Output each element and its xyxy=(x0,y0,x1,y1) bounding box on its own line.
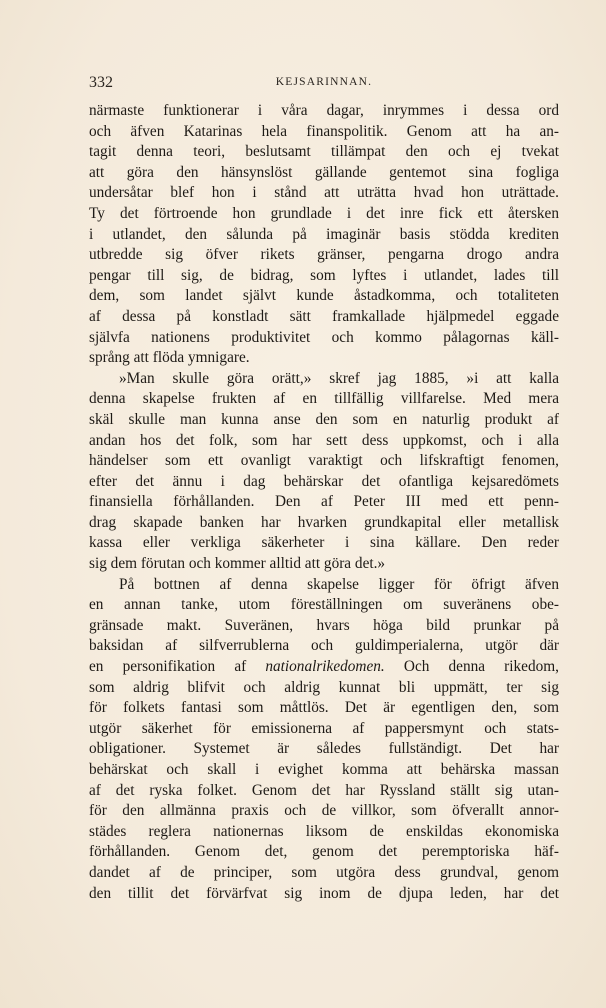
text-line: språng att flöda ymnigare. xyxy=(89,349,250,367)
text-line: utgör säkerhet för emissionerna af pappersmynt och stats- xyxy=(89,719,559,737)
text-line: baksidan af silfverrublerna och guldimperialerna, utgör där xyxy=(89,637,559,655)
text-line: denna skapelse frukten af en tillfällig villfarelse. Med mera xyxy=(89,390,559,408)
text-fragment: Och denna rikedom, xyxy=(403,658,559,676)
text-line: självfa nationens produktivitet och kommo pålagornas käll- xyxy=(89,328,559,346)
text-line: utbredde sig öfver rikets gränser, pengarna drogo andra xyxy=(89,246,559,264)
text-line: den tillit det förvärfvat sig inom de djupa leden, har det xyxy=(89,884,559,902)
text-line: undersåtar blef hon i stånd att uträtta hvad hon uträttade. xyxy=(89,184,559,202)
text-line: skäl skulle man kunna anse den som en naturlig produkt af xyxy=(89,410,559,428)
text-line: behärskat och skall i evighet komma att behärska massan xyxy=(89,761,559,778)
text-line: förhållanden. Genom det, genom det peremptoriska häf- xyxy=(89,843,559,861)
text-line: som aldrig blifvit och aldrig kunnat bli uppmätt, ter sig xyxy=(89,678,559,696)
text-line: kassa eller verkliga säkerheter i sina källare. Den reder xyxy=(89,534,559,552)
text-line: närmaste funktionerar i våra dagar, inrymmes i dessa ord xyxy=(89,102,559,119)
text-line: Ty det förtroende hon grundlade i det inre fick ett återsken xyxy=(89,204,559,222)
text-line: efter det ännu i dag behärskar det ofantliga kejsaredömets xyxy=(89,472,559,490)
text-line: händelser som ett ovanligt varaktigt och lifskraftigt fenomen, xyxy=(89,452,559,470)
text-line: och äfven Katarinas hela finanspolitik. Genom att ha an- xyxy=(89,122,559,140)
text-line: af det ryska folket. Genom det har Ryssland ställt sig utan- xyxy=(89,781,559,799)
text-line: gränsade makt. Suveränen, hvars höga bild prunkar på xyxy=(89,616,559,634)
text-line: dem, som landet självt kunde åstadkomma, och totaliteten xyxy=(89,287,559,305)
text-line: andan hos det folk, som har sett dess uppkomst, och i alla xyxy=(89,431,559,449)
text-line: På bottnen af denna skapelse ligger för öfrigt äfven xyxy=(119,575,559,593)
text-line: af dessa på konstladt sätt framkallade hjälpmedel eggade xyxy=(89,307,559,325)
text-fragment: en personifikation af xyxy=(89,658,247,676)
text-line: »Man skulle göra orätt,» skref jag 1885, »i att kalla xyxy=(119,369,559,387)
text-line: i utlandet, den sålunda på imaginär basis stödda krediten xyxy=(89,225,559,243)
text-line: en annan tanke, utom föreställningen om suveränens obe- xyxy=(89,596,559,614)
text-line: pengar till sig, de bidrag, som lyftes i utlandet, lades till xyxy=(89,266,559,284)
running-title: KEJSARINNAN. xyxy=(275,76,373,88)
text-line: för folkets fantasi som måttlös. Det är egentligen den, som xyxy=(89,699,559,717)
text-line: drag skapade banken har hvarken grundkapital eller metallisk xyxy=(89,513,559,531)
body-text xyxy=(89,101,559,904)
page-header xyxy=(89,74,559,94)
page-number: 332 xyxy=(89,74,113,91)
text-line: tagit denna teori, beslutsamt tillämpat den och ej tvekat xyxy=(89,143,559,161)
text-line: städes reglera nationernas liksom de enskildas ekonomiska xyxy=(89,822,559,840)
italic-term: nationalrikedomen. xyxy=(265,658,385,676)
text-line: för den allmänna praxis och de villkor, som öfverallt annor- xyxy=(89,802,559,820)
text-line: obligationer. Systemet är således fullständigt. Det har xyxy=(89,740,559,758)
text-line: dandet af de principer, som utgöra dess grundval, genom xyxy=(89,863,559,881)
text-line: finansiella förhållanden. Den af Peter III med ett penn- xyxy=(89,493,559,511)
text-line: att göra den hänsynslöst gällande gentemot sina fogliga xyxy=(89,163,559,181)
text-line xyxy=(89,657,559,678)
text-line: sig dem förutan och kommer alltid att göra det.» xyxy=(89,555,386,573)
